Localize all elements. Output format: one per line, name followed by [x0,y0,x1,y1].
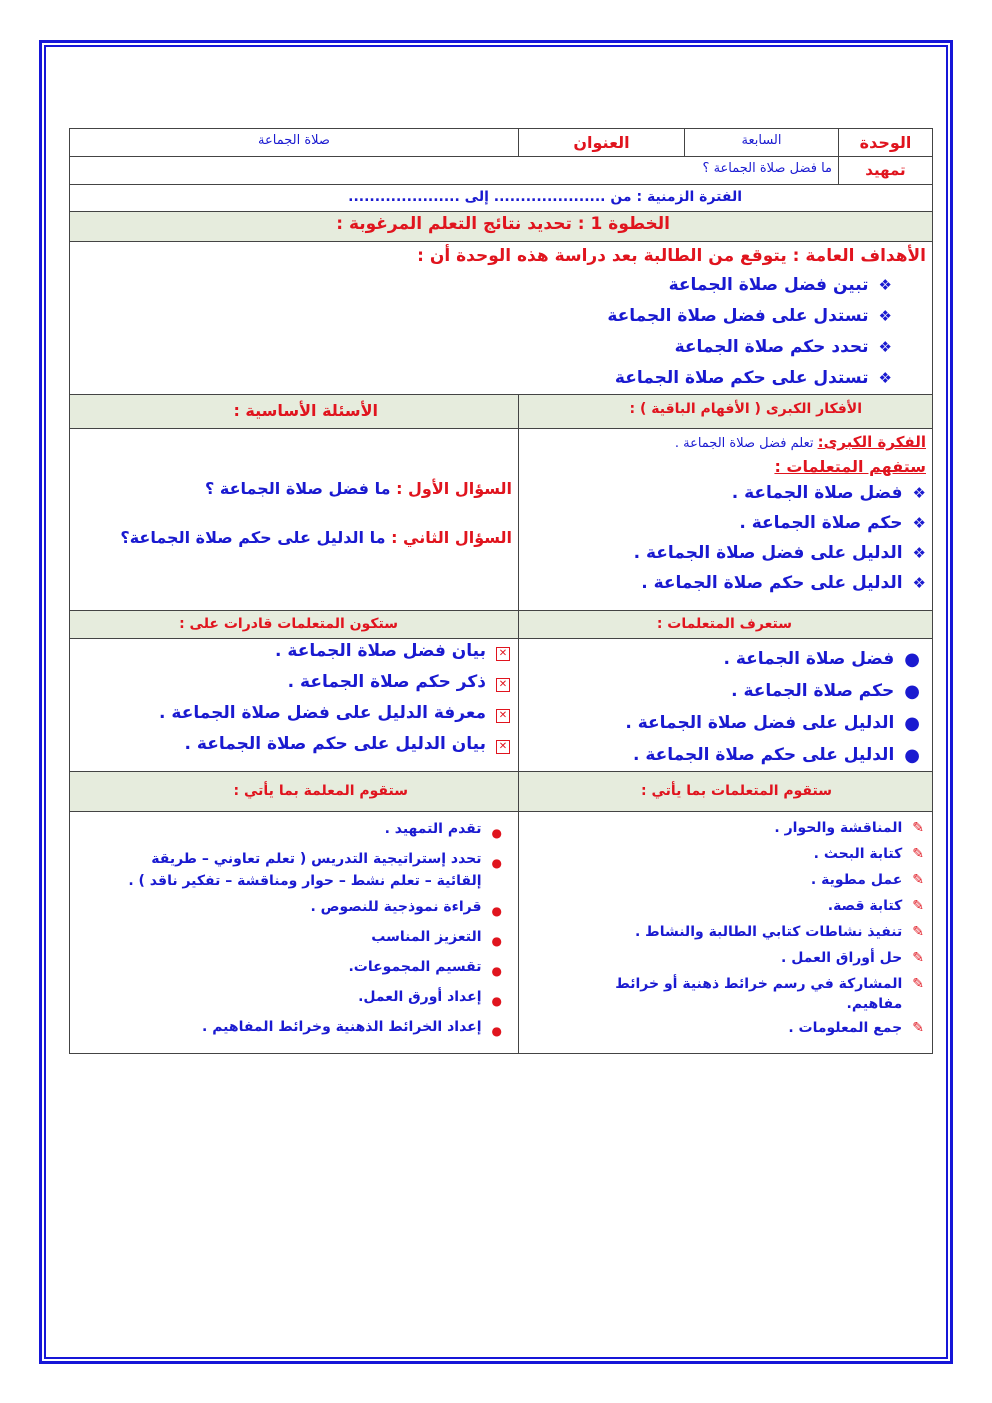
understand-heading: ستفهم المتعلمات : [774,457,926,476]
intro-value: ما فضل صلاة الجماعة ؟ [70,157,839,185]
able-item: ✕ بيان فضل صلاة الجماعة . [76,641,510,672]
general-goals [70,242,933,395]
question-1: السؤال الأول : ما فضل صلاة الجماعة ؟ [205,479,512,498]
bullet-dot-icon: ● [904,680,920,702]
bullet-dot-icon: ● [491,904,502,918]
able-item: ✕ معرفة الدليل على فضل صلاة الجماعة . [76,703,510,734]
time-period [70,185,933,212]
students-activity-item: ✎ المناقشة والحوار . [774,820,924,836]
understanding-item: ❖ الدليل على فضل صلاة الجماعة . [633,543,926,563]
able-heading: ستكون المتعلمات قادرات على : [70,611,519,639]
understanding-item: ❖ فضل صلاة الجماعة . [731,483,926,503]
pencil-bullet-icon: ✎ [912,976,924,992]
teacher-activity-item: ● إعداد أورق العمل. [76,986,502,1012]
bullet-dot-icon: ● [491,1024,502,1038]
know-item: ● الدليل على فضل صلاة الجماعة . [625,712,920,734]
pencil-bullet-icon: ✎ [912,1020,924,1036]
diamond-bullet-icon: ❖ [878,306,892,325]
diamond-bullet-icon: ❖ [878,368,892,387]
diamond-bullet-icon: ❖ [912,514,926,532]
intro-label: تمهيد [839,157,933,185]
students-do-cell [519,812,933,1054]
pencil-bullet-icon: ✎ [912,872,924,888]
diamond-bullet-icon: ❖ [912,484,926,502]
students-activity-item: ✎ كتابة البحث . [813,846,924,862]
bullet-dot-icon: ● [904,744,920,766]
goals-heading: الأهداف العامة : يتوقع من الطالبة بعد دراسة هذه الوحدة أن : [417,246,926,266]
goal-item: ❖ تحدد حكم صلاة الجماعة [674,336,892,357]
goal-item: ❖ تستدل على حكم صلاة الجماعة [614,367,892,388]
goal-item: ❖ تبين فضل صلاة الجماعة [668,274,892,295]
bullet-dot-icon: ● [904,648,920,670]
able-cell [70,639,519,772]
teacher-activity-item: ● إعداد الخرائط الذهنية وخرائط المفاهيم . [76,1016,502,1042]
essential-questions-cell [70,429,519,611]
essential-questions-heading: الأسئلة الأساسية : [70,395,519,429]
bullet-dot-icon: ● [491,964,502,978]
question-2: السؤال الثاني : ما الدليل على حكم صلاة الجماعة؟ [120,528,512,547]
checkbox-x-icon: ✕ [496,678,510,692]
checkbox-x-icon: ✕ [496,740,510,754]
understanding-item: ❖ الدليل على حكم صلاة الجماعة . [641,573,926,593]
know-heading: ستعرف المتعلمات : [519,611,933,639]
checkbox-x-icon: ✕ [496,647,510,661]
diamond-bullet-icon: ❖ [878,275,892,294]
teacher-activity-item: ● قراءة نموذجية للنصوص . [76,896,502,922]
big-idea-line: الفكرة الكبرى: تعلم فضل صلاة الجماعة . [674,433,926,451]
teacher-activity-item: ● التعزيز المناسب [76,926,502,952]
able-item: ✕ بيان الدليل على حكم صلاة الجماعة . [76,734,510,765]
big-ideas-cell [519,429,933,611]
teacher-activity-item: ● تقسيم المجموعات. [76,956,502,982]
diamond-bullet-icon: ❖ [912,544,926,562]
teacher-activity-item: ● تحدد إستراتيجية التدريس ( تعلم تعاوني – طريقة إلقائية – تعلم نشط – حوار ومناقشة – تفكير ناقد ) . [128,851,502,889]
bullet-dot-icon: ● [491,856,502,870]
title-value: صلاة الجماعة [70,129,519,157]
diamond-bullet-icon: ❖ [878,337,892,356]
checkbox-x-icon: ✕ [496,709,510,723]
students-activity-item: ✎ عمل مطوية . [810,872,924,888]
pencil-bullet-icon: ✎ [912,924,924,940]
know-item: ● حكم صلاة الجماعة . [731,680,920,702]
bullet-dot-icon: ● [491,826,502,840]
title-label: العنوان [519,129,685,157]
teacher-do-heading: ستقوم المعلمة بما يأتي : [70,772,519,812]
time-period-text: الفترة الزمنية : من ..................... إلى ..................... [348,189,742,205]
pencil-bullet-icon: ✎ [912,898,924,914]
students-activity-item: ✎ المشاركة في رسم خرائط ذهنية أو خرائط مفاهيم. [615,976,924,1012]
understanding-item: ❖ حكم صلاة الجماعة . [739,513,926,533]
students-activity-item: ✎ تنفيذ نشاطات كتابي الطالبة والنشاط . [634,924,924,940]
know-cell [519,639,933,772]
able-item: ✕ ذكر حكم صلاة الجماعة . [76,672,510,703]
pencil-bullet-icon: ✎ [912,950,924,966]
students-activity-item: ✎ جمع المعلومات . [788,1020,924,1036]
teacher-do-cell [70,812,519,1054]
teacher-activity-item: ● تقدم التمهيد . [76,818,502,844]
students-activity-item: ✎ حل أوراق العمل . [781,950,924,966]
diamond-bullet-icon: ❖ [912,574,926,592]
unit-value: السابعة [685,129,839,157]
big-ideas-heading: الأفكار الكبرى ( الأفهام الباقية ) : [519,395,933,429]
bullet-dot-icon: ● [491,994,502,1008]
know-item: ● الدليل على حكم صلاة الجماعة . [632,744,920,766]
pencil-bullet-icon: ✎ [912,820,924,836]
students-activity-item: ✎ كتابة قصة. [827,898,924,914]
bullet-dot-icon: ● [491,934,502,948]
unit-label: الوحدة [839,129,933,157]
know-item: ● فضل صلاة الجماعة . [723,648,920,670]
step-heading: الخطوة 1 : تحديد نتائج التعلم المرغوبة : [70,212,933,242]
students-do-heading: ستقوم المتعلمات بما يأتي : [519,772,933,812]
goal-item: ❖ تستدل على فضل صلاة الجماعة [607,305,892,326]
bullet-dot-icon: ● [904,712,920,734]
lesson-plan-table [69,128,933,1054]
pencil-bullet-icon: ✎ [912,846,924,862]
